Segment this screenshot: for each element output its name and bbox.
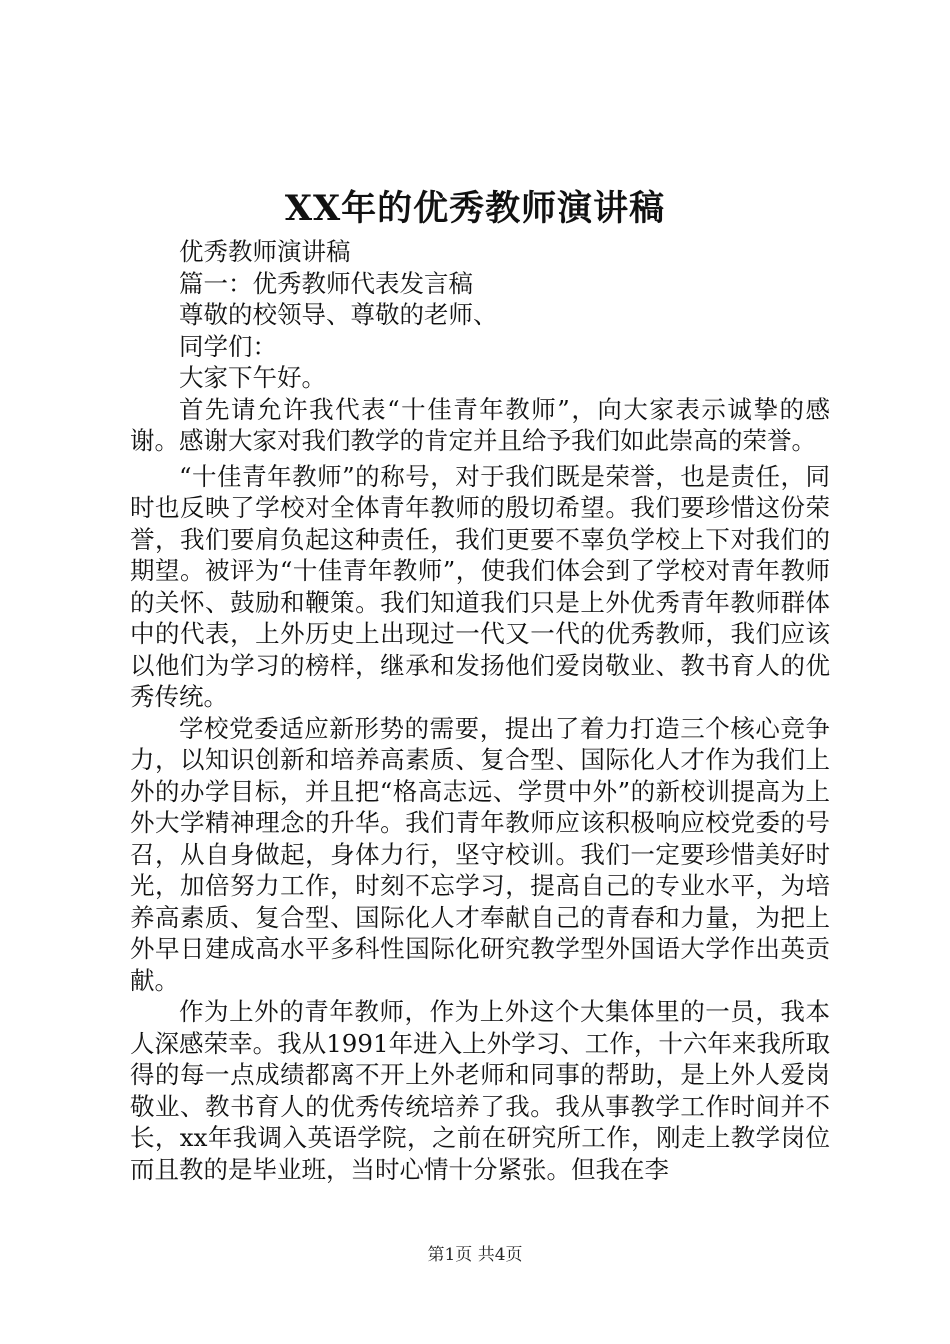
body-paragraph: 作为上外的青年教师，作为上外这个大集体里的一员，我本人深感荣幸。我从1991年进入上外学习、工作，十六年来我所取得的每一点成绩都离不开上外老师和同事的帮助，是上外人爱岗敬业、教书育人的优秀传统培养了我。我从事教学工作时间并不长，xx年我调入英语学院，之前在研究所工作，刚走上教学岗位而且教的是毕业班，当时心情十分紧张。但我在李 bbox=[130, 997, 830, 1184]
body-paragraph: “十佳青年教师”的称号，对于我们既是荣誉，也是责任，同时也反映了学校对全体青年教师的殷切希望。我们要珍惜这份荣誉，我们要肩负起这种责任，我们更要不辜负学校上下对我们的期望。被评为“十佳青年教师”，使我们体会到了学校对青年教师的关怀、鼓励和鞭策。我们知道我们只是上外优秀青年教师群体中的代表，上外历史上出现过一代又一代的优秀教师，我们应该以他们为学习的榜样，继承和发扬他们爱岗敬业、教书育人的优秀传统。 bbox=[130, 461, 830, 711]
body-line: 优秀教师演讲稿 bbox=[179, 237, 351, 266]
body-line: 同学们： bbox=[179, 331, 277, 361]
body-line: 大家下午好。 bbox=[179, 363, 326, 392]
document-title: XX年的优秀教师演讲稿 bbox=[284, 188, 666, 229]
page-number-footer: 第1页 共4页 bbox=[427, 1245, 523, 1265]
body-paragraph: 首先请允许我代表“十佳青年教师”，向大家表示诚挚的感谢。感谢大家对我们教学的肯定并且给予我们如此崇高的荣誉。 bbox=[130, 394, 830, 455]
body-line: 篇一：优秀教师代表发言稿 bbox=[179, 268, 473, 298]
body-paragraph: 学校党委适应新形势的需要，提出了着力打造三个核心竞争力，以知识创新和培养高素质、复合型、国际化人才作为我们上外的办学目标，并且把“格高志远、学贯中外”的新校训提高为上外大学精神理念的升华。我们青年教师应该积极响应校党委的号召，从自身做起，身体力行，坚守校训。我们一定要珍惜美好时光，加倍努力工作，时刻不忘学习，提高自己的专业水平，为培养高素质、复合型、国际化人才奉献自己的青春和力量，为把上外早日建成高水平多科性国际化研究教学型外国语大学作出英贡献。 bbox=[130, 713, 830, 995]
document-body bbox=[130, 236, 830, 1185]
body-line: 尊敬的校领导、尊敬的老师、 bbox=[179, 300, 498, 329]
